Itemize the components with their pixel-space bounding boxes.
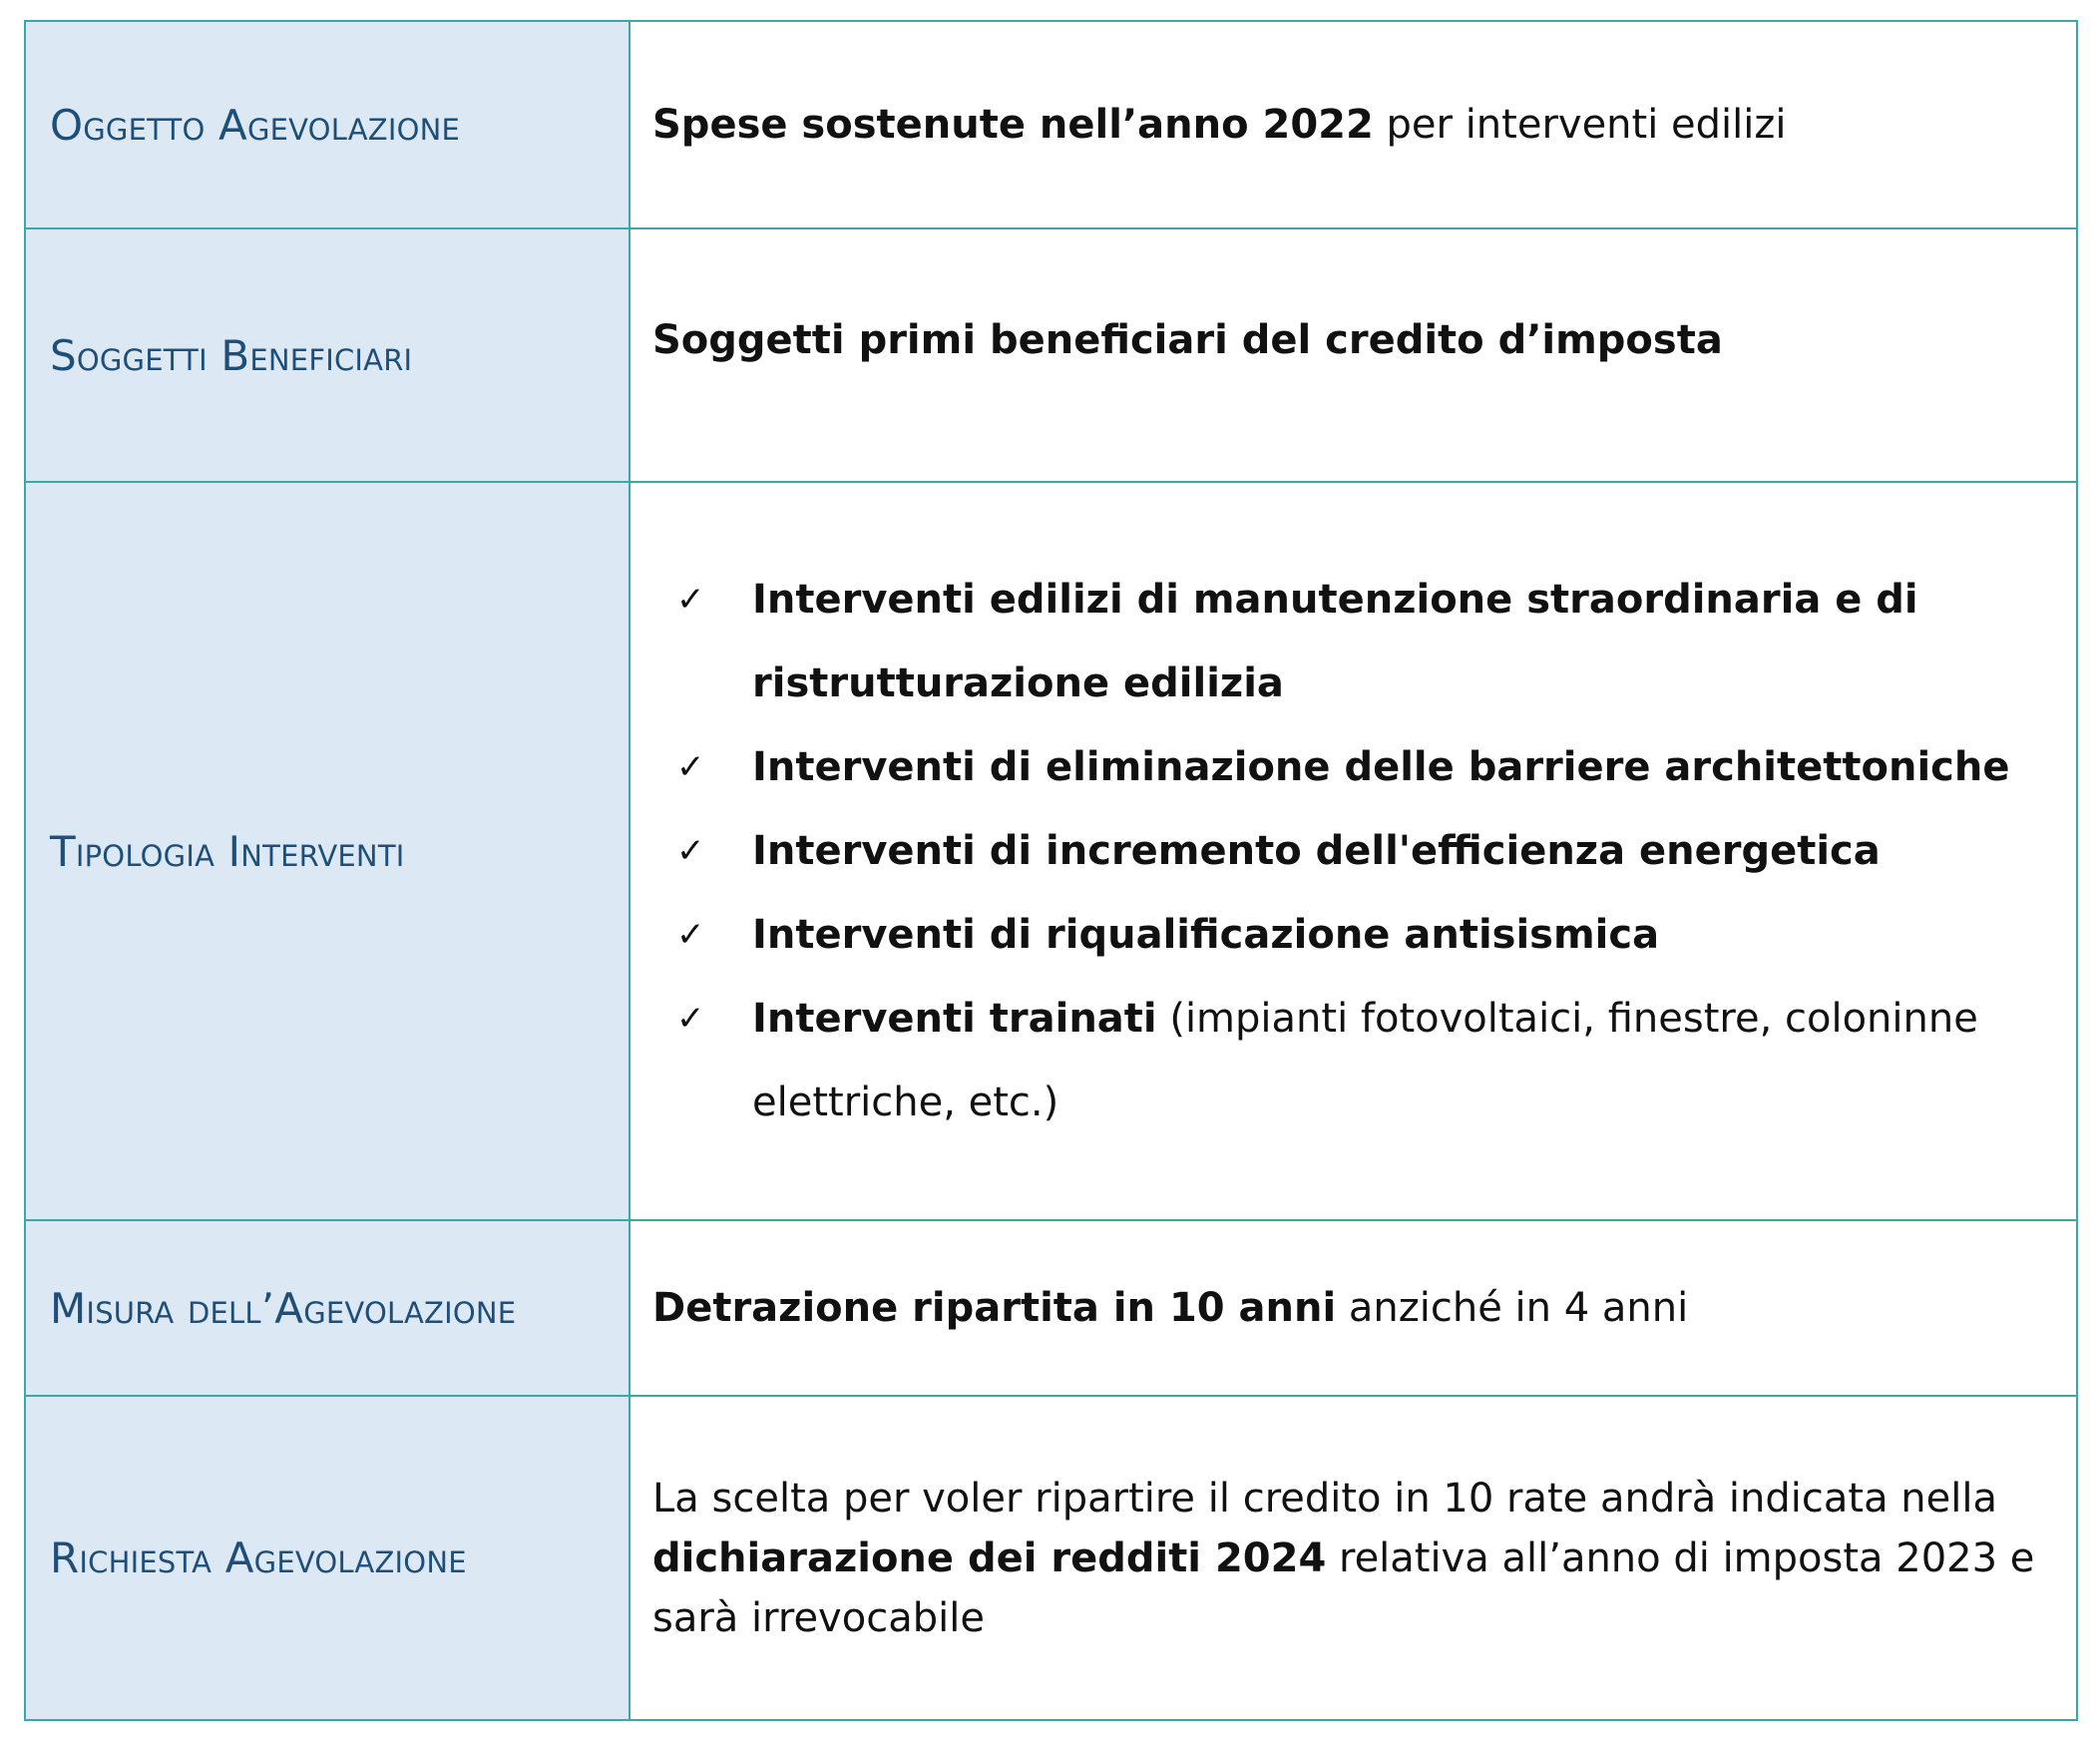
- label-cell: [25, 1220, 630, 1396]
- row-label-oggetto: Oggetto Agevolazione: [50, 100, 461, 150]
- label-cell: [25, 228, 630, 482]
- table-row: [25, 1220, 2077, 1396]
- richiesta-text-before: La scelta per voler ripartire il credito in 10 rate andrà indicata nella: [652, 1475, 1998, 1522]
- table-row: [25, 21, 2077, 228]
- agevolazione-table: [24, 20, 2078, 1721]
- richiesta-bold-text: dichiarazione dei redditi 2024: [652, 1534, 1327, 1581]
- content-cell: [630, 21, 2077, 228]
- check-icon: ✓: [676, 747, 705, 787]
- check-icon: ✓: [676, 831, 705, 871]
- list-item: [652, 809, 2056, 893]
- row-label-richiesta: Richiesta Agevolazione: [50, 1533, 467, 1582]
- richiesta-text-after: relativa all’anno di imposta 2023 e sarà irrevocabile: [652, 1534, 2035, 1641]
- list-item: [652, 977, 2056, 1144]
- content-cell: [630, 1220, 2077, 1396]
- misura-bold-text: Detrazione ripartita in 10 anni: [652, 1285, 1337, 1331]
- item-bold-text: Interventi edilizi di manutenzione straordinaria e di ristrutturazione edilizia: [752, 577, 1918, 706]
- check-icon: ✓: [676, 915, 705, 955]
- item-bold-text: Interventi di incremento dell'efficienza energetica: [752, 828, 1881, 874]
- content-cell: [630, 1396, 2077, 1720]
- item-bold-text: Interventi di riqualificazione antisismica: [752, 912, 1660, 958]
- label-cell: [25, 482, 630, 1220]
- row-label-soggetti: Soggetti Beneficiari: [50, 330, 413, 380]
- item-normal-text: (impianti fotovoltaici, finestre, coloninne elettriche, etc.): [752, 996, 1978, 1125]
- table-row: [25, 482, 2077, 1220]
- content-cell: [630, 482, 2077, 1220]
- list-item: [652, 725, 2056, 809]
- oggetto-normal-text: per interventi edilizi: [1373, 102, 1787, 148]
- check-icon: ✓: [676, 580, 705, 620]
- item-bold-text: Interventi di eliminazione delle barriere architettoniche: [752, 744, 2010, 790]
- label-cell: [25, 21, 630, 228]
- interventi-list: [652, 558, 2056, 1144]
- label-cell: [25, 1396, 630, 1720]
- item-bold-text: Interventi trainati: [752, 996, 1157, 1042]
- misura-normal-text: anziché in 4 anni: [1336, 1285, 1689, 1331]
- row-label-tipologia: Tipologia Interventi: [50, 826, 405, 876]
- list-item: [652, 558, 2056, 725]
- oggetto-bold-text: Spese sostenute nell’anno 2022: [652, 102, 1374, 148]
- list-item: [652, 893, 2056, 977]
- row-label-misura: Misura dell’Agevolazione: [50, 1283, 517, 1333]
- table-row: [25, 228, 2077, 482]
- check-icon: ✓: [676, 999, 705, 1039]
- content-cell: [630, 228, 2077, 482]
- soggetti-line: [652, 317, 2056, 363]
- table-row: [25, 1396, 2077, 1720]
- richiesta-paragraph: [652, 1469, 2056, 1648]
- soggetti-bold-text: Soggetti primi beneficiari del credito d’imposta: [652, 317, 1723, 363]
